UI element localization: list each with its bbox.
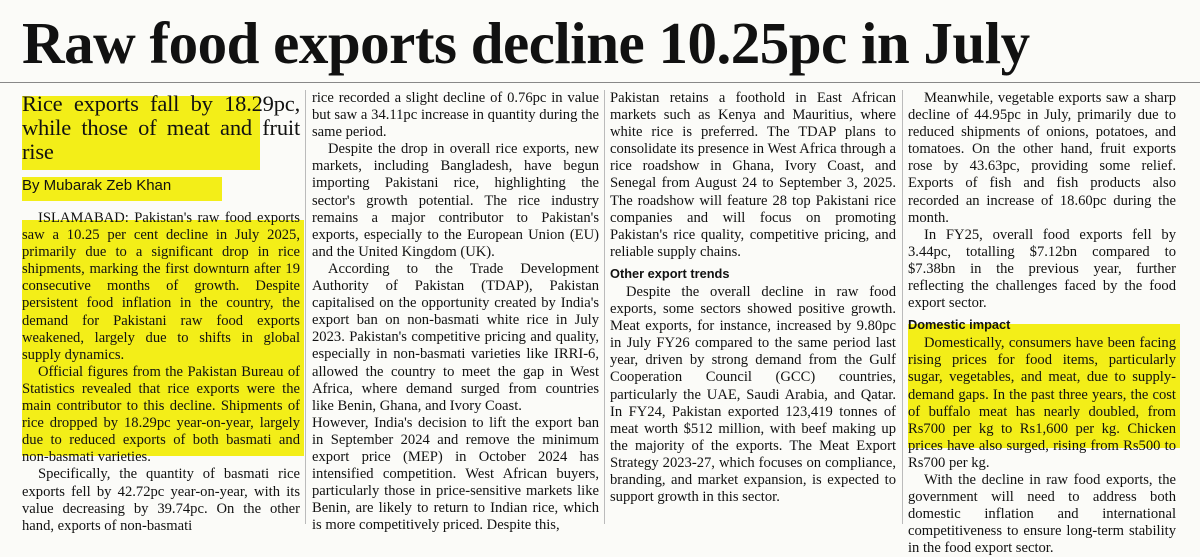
- paragraph: Domestically, consumers have been facing rising prices for food items, particularly sugar, vegetables, and meat, due to supply-demand gaps. In the past three years, the cost of buffalo meat has nearly doubled, from Rs700 per kg to Rs1,600 per kg. Chicken prices have also surged, rising from Rs500 to Rs700 per kg.: [908, 335, 1176, 471]
- paragraph: Specifically, the quantity of basmati rice exports fell by 42.72pc year-on-year, with its value decreasing by 39.74pc. On the other hand, exports of non-basmati: [22, 466, 300, 534]
- paragraph: Pakistan retains a foothold in East African markets such as Kenya and Mauritius, where white rice is preferred. The TDAP plans to consolidate its presence in West Africa through a rice roadshow in Ghana, Ivory Coast, and Senegal from August 24 to September 3, 2025. The roadshow will feature 28 top Pakistani rice companies and will focus on promoting Pakistan's rice quality, competitive pricing, and reliable supply chains.: [610, 90, 896, 260]
- headline: Raw food exports decline 10.25pc in July: [22, 10, 1030, 76]
- byline: By Mubarak Zeb Khan: [22, 177, 172, 194]
- paragraph: According to the Trade Development Authority of Pakistan (TDAP), Pakistan capitalised on the opportunity created by India's export ban on non-basmati white rice in July 2023. Pakistan's competitive pricing and quality, especially in non-basmati varieties like IRRI-6, allowed the country to meet the gap in West Africa, where demand surged from countries like Benin, Ghana, and Ivory Coast.: [312, 260, 599, 414]
- paragraph: Despite the overall decline in raw food exports, some sectors showed positive growth. Meat exports, for instance, increased by 9.80pc in July FY26 compared to the same period last year, driven by strong demand from the Gulf Cooperation Council (GCC) countries, particularly the UAE, Saudi Arabia, and Qatar. In FY24, Pakistan exported 123,419 tonnes of meat worth $512 million, with beef making up the majority of the exports. The Meat Export Strategy 2023-27, which focuses on compliance, branding, and market expansion, is expected to support growth in this sector.: [610, 283, 896, 506]
- paragraph: rice recorded a slight decline of 0.76pc in value but saw a 34.11pc increase in quantity during the same period.: [312, 90, 599, 141]
- paragraph: However, India's decision to lift the export ban in September 2024 and remove the minimum export price (MEP) in October 2024 has intensified competition. West African buyers, particularly those in price-sensitive markets like Benin, are likely to return to Indian rice, which is more competitively priced. Despite this,: [312, 414, 599, 534]
- top-rule: [0, 82, 1200, 83]
- column-4: [908, 90, 1176, 557]
- section-subhead: Domestic impact: [908, 317, 1011, 333]
- subheadline: Rice exports fall by 18.29pc, while those of meat and fruit rise: [22, 91, 300, 164]
- column-divider: [604, 90, 605, 524]
- paragraph: Meanwhile, vegetable exports saw a sharp decline of 44.95pc in July, primarily due to reduced shipments of onions, potatoes, and tomatoes. On the other hand, fruit exports rose by 43.63pc, providing some relief. Exports of fish and fish products also recorded an increase of 18.60pc during the month.: [908, 90, 1176, 226]
- paragraph: Official figures from the Pakistan Bureau of Statistics revealed that rice exports were the main contributor to this decline. Shipments of rice dropped by 18.29pc year-on-year, largely due to reduced exports of both basmati and non-basmati varieties.: [22, 363, 300, 466]
- column-divider: [902, 90, 903, 524]
- paragraph: In FY25, overall food exports fell by 3.44pc, totalling $7.12bn compared to $7.38bn in the previous year, further reflecting the challenges faced by the food export sector.: [908, 226, 1176, 312]
- paragraph: ISLAMABAD: Pakistan's raw food exports saw a 10.25 per cent decline in July 2025, primarily due to a significant drop in rice shipments, marking the first downturn after 19 consecutive months of growth. Despite persistent food inflation in the country, the demand for Pakistani raw food exports weakened, largely due to shifts in global supply dynamics.: [22, 210, 300, 363]
- column-3: [610, 90, 896, 506]
- paragraph: Despite the drop in overall rice exports, new markets, including Bangladesh, have begun importing Pakistani rice, highlighting the sector's growth potential. The rice industry remains a major contributor to Pakistan's exports, especially to the European Union (EU) and the United Kingdom (UK).: [312, 141, 599, 260]
- column-divider: [305, 90, 306, 524]
- column-2: [312, 90, 599, 534]
- paragraph: With the decline in raw food exports, the government will need to address both domestic inflation and international competitiveness to ensure long-term stability in the food export sector.: [908, 471, 1176, 557]
- section-subhead: Other export trends: [610, 265, 730, 281]
- column-1: [22, 86, 300, 535]
